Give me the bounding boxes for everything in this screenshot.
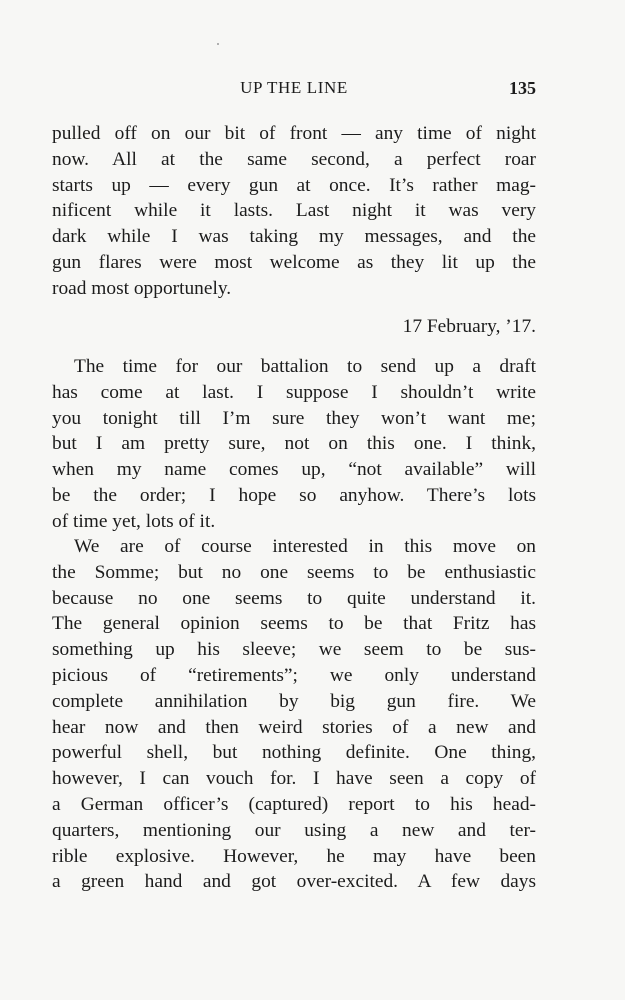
text-line: complete annihilation by big gun fire. We: [52, 690, 536, 712]
paragraph-draft: [52, 354, 536, 535]
text-line: gun flares were most welcome as they lit up the: [52, 251, 536, 273]
text-line: because no one seems to quite understand it.: [52, 587, 536, 609]
text-line: but I am pretty sure, not on this one. I think,: [52, 433, 536, 455]
text-line: the Somme; but no one seems to be enthusiastic: [52, 561, 536, 583]
text-line: of time yet, lots of it.: [52, 510, 216, 532]
text-line: We are of course interested in this move on: [74, 536, 536, 557]
paragraph-continuation: [52, 121, 536, 302]
text-line: picious of “retirements”; we only understand: [52, 664, 536, 686]
text-line: The general opinion seems to be that Fritz has: [52, 613, 536, 635]
text-line: dark while I was taking my messages, and the: [52, 226, 536, 248]
text-line: something up his sleeve; we seem to be sus-: [52, 639, 536, 661]
text-line: however, I can vouch for. I have seen a copy of: [52, 768, 536, 790]
text-line: now. All at the same second, a perfect roar: [52, 148, 536, 170]
text-line: rible explosive. However, he may have been: [52, 845, 536, 867]
text-line: nificent while it lasts. Last night it was very: [52, 200, 536, 222]
paragraph-somme: [52, 534, 536, 895]
text-line: road most opportunely.: [52, 277, 232, 299]
text-line: pulled off on our bit of front — any time of night: [52, 123, 536, 144]
letter-dateline: 17 February, ’17.: [402, 316, 536, 337]
text-line: you tonight till I’m sure they won’t want me;: [52, 407, 536, 429]
text-line: be the order; I hope so anyhow. There’s lots: [52, 484, 536, 506]
text-line: The time for our battalion to send up a draft: [74, 356, 536, 377]
text-line: powerful shell, but nothing definite. One thing,: [52, 742, 536, 764]
text-line: a German officer’s (captured) report to his head-: [52, 793, 536, 815]
page-number: 135: [509, 78, 536, 98]
text-line: a green hand and got over-excited. A few days: [52, 871, 536, 893]
text-line: quarters, mentioning our using a new and ter-: [52, 819, 536, 841]
text-line: has come at last. I suppose I shouldn’t write: [52, 381, 536, 403]
print-speck: [217, 43, 219, 45]
page-header: [52, 78, 536, 102]
running-title: UP THE LINE: [240, 78, 348, 97]
text-line: hear now and then weird stories of a new and: [52, 716, 536, 738]
text-line: starts up — every gun at once. It’s rather mag-: [52, 174, 536, 196]
text-line: when my name comes up, “not available” will: [52, 459, 536, 481]
